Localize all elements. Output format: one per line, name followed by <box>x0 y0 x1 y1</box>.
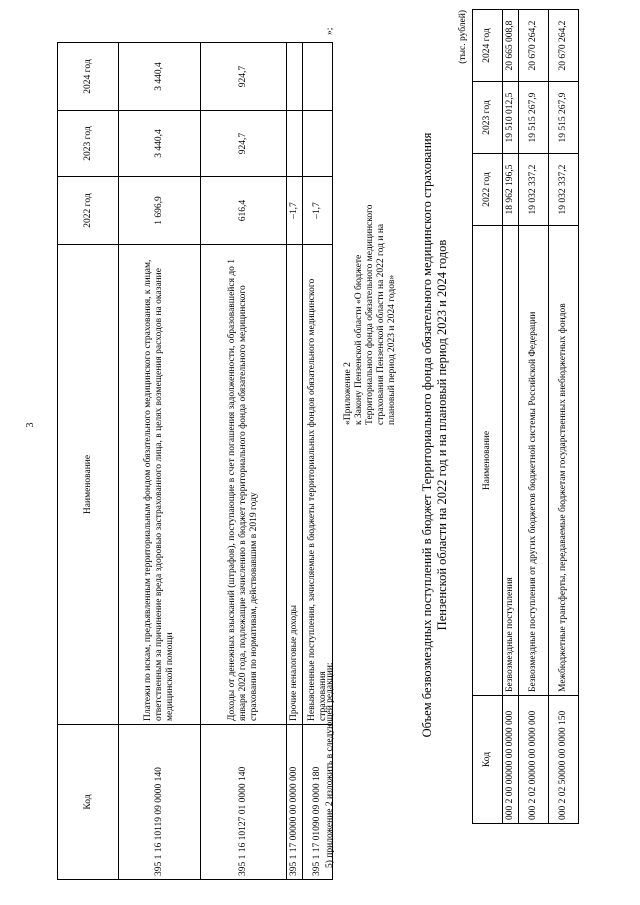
value-cell: –1,7 <box>287 177 303 245</box>
closing-quote-mark: »; <box>325 27 335 35</box>
value-cell: 20 670 264,2 <box>549 10 579 82</box>
document-heading <box>420 0 450 870</box>
value-cell: –1,7 <box>303 177 333 245</box>
table-row <box>287 43 303 880</box>
table-row <box>119 43 201 880</box>
value-cell: 19 515 267,9 <box>519 82 549 154</box>
appendix-line: плановый период 2023 и 2024 годов» <box>386 274 397 425</box>
column-header: 2022 год <box>473 154 503 226</box>
name-cell: Прочие неналоговые доходы <box>287 245 303 725</box>
code-cell: 000 2 00 00000 00 0000 000 <box>503 696 519 824</box>
value-cell: 18 962 196,5 <box>503 154 519 226</box>
column-header: 2024 год <box>58 43 119 111</box>
table-header-row <box>58 43 119 880</box>
value-cell: 19 032 337,2 <box>519 154 549 226</box>
column-header: 2023 год <box>473 82 503 154</box>
column-header: Код <box>473 696 503 824</box>
table-row <box>549 10 579 824</box>
table-header-row <box>473 10 503 824</box>
column-header: Код <box>58 725 119 880</box>
value-cell: 20 670 264,2 <box>519 10 549 82</box>
name-cell: Межбюджетные трансферты, передаваемые бюджетам государственных внебюджетных фондов <box>549 226 579 696</box>
appendix-label <box>343 125 398 425</box>
code-cell: 395 1 16 10119 09 0000 140 <box>119 725 201 880</box>
value-cell: 1 696,9 <box>119 177 201 245</box>
heading-line: Пензенской области на 2022 год и на плановый период 2023 и 2024 годов <box>435 239 449 631</box>
column-header: Наименование <box>58 245 119 725</box>
document-page <box>25 10 585 880</box>
code-cell: 000 2 02 00000 00 0000 000 <box>519 696 549 824</box>
transfers-table <box>472 9 579 824</box>
units-label: (тыс. рублей) <box>458 10 468 64</box>
code-cell: 395 1 17 01090 09 0000 180 <box>303 725 333 880</box>
name-cell: Безвозмездные поступления от других бюджетов бюджетной системы Российской Федерации <box>519 226 549 696</box>
value-cell: 616,4 <box>201 177 287 245</box>
column-header: 2024 год <box>473 10 503 82</box>
table-row <box>519 10 549 824</box>
column-header: 2022 год <box>58 177 119 245</box>
table-row <box>503 10 519 824</box>
code-cell: 395 1 17 00000 00 0000 000 <box>287 725 303 880</box>
value-cell: 19 032 337,2 <box>549 154 579 226</box>
heading-line: Объем безвозмездных поступлений в бюджет Территориального фонда обязательного медицинского страхования <box>420 132 434 738</box>
column-header: Наименование <box>473 226 503 696</box>
value-cell <box>287 43 303 111</box>
name-cell: Безвозмездные поступления <box>503 226 519 696</box>
value-cell <box>303 43 333 111</box>
value-cell: 19 510 012,5 <box>503 82 519 154</box>
appendix-line: «Приложение 2 <box>343 362 353 425</box>
value-cell: 3 440,4 <box>119 43 201 111</box>
name-cell: Доходы от денежных взысканий (штрафов), поступающие в счет погашения задолженности, образовавшейся до 1 января 2020 года, подлежащие зачислению в бюджет территориального фонда обязательного медицинского страхования по нормативам, действовавшим в 2019 году <box>201 245 287 725</box>
name-cell: Платежи по искам, предъявленным территориальным фондом обязательного медицинского страхования, к лицам, ответственным за причинение вреда здоровью застрахованного лица, в целях возмещения расходов на оказание медицинской помощи <box>119 245 201 725</box>
name-cell: Невыясненные поступления, зачисляемые в бюджеты территориальных фондов обязательного медицинского страхования <box>303 245 333 725</box>
amendment-text: 5) приложение 2 изложить в следующей редакции: <box>325 662 335 868</box>
value-cell: 924,7 <box>201 111 287 177</box>
code-cell: 395 1 16 10127 01 0000 140 <box>201 725 287 880</box>
value-cell <box>303 111 333 177</box>
revenue-table <box>57 42 333 880</box>
value-cell: 924,7 <box>201 43 287 111</box>
page-number: 3 <box>25 422 36 428</box>
appendix-line: Территориального фонда обязательного медицинского <box>364 204 375 425</box>
appendix-line: страхования Пензенской области на 2022 год и на <box>375 223 386 425</box>
code-cell: 000 2 02 50000 00 0000 150 <box>549 696 579 824</box>
column-header: 2023 год <box>58 111 119 177</box>
value-cell <box>287 111 303 177</box>
appendix-line: к Закону Пензенской области «О бюджете <box>353 254 364 425</box>
value-cell: 3 440,4 <box>119 111 201 177</box>
value-cell: 19 515 267,9 <box>549 82 579 154</box>
value-cell: 20 665 008,8 <box>503 10 519 82</box>
table-row <box>201 43 287 880</box>
